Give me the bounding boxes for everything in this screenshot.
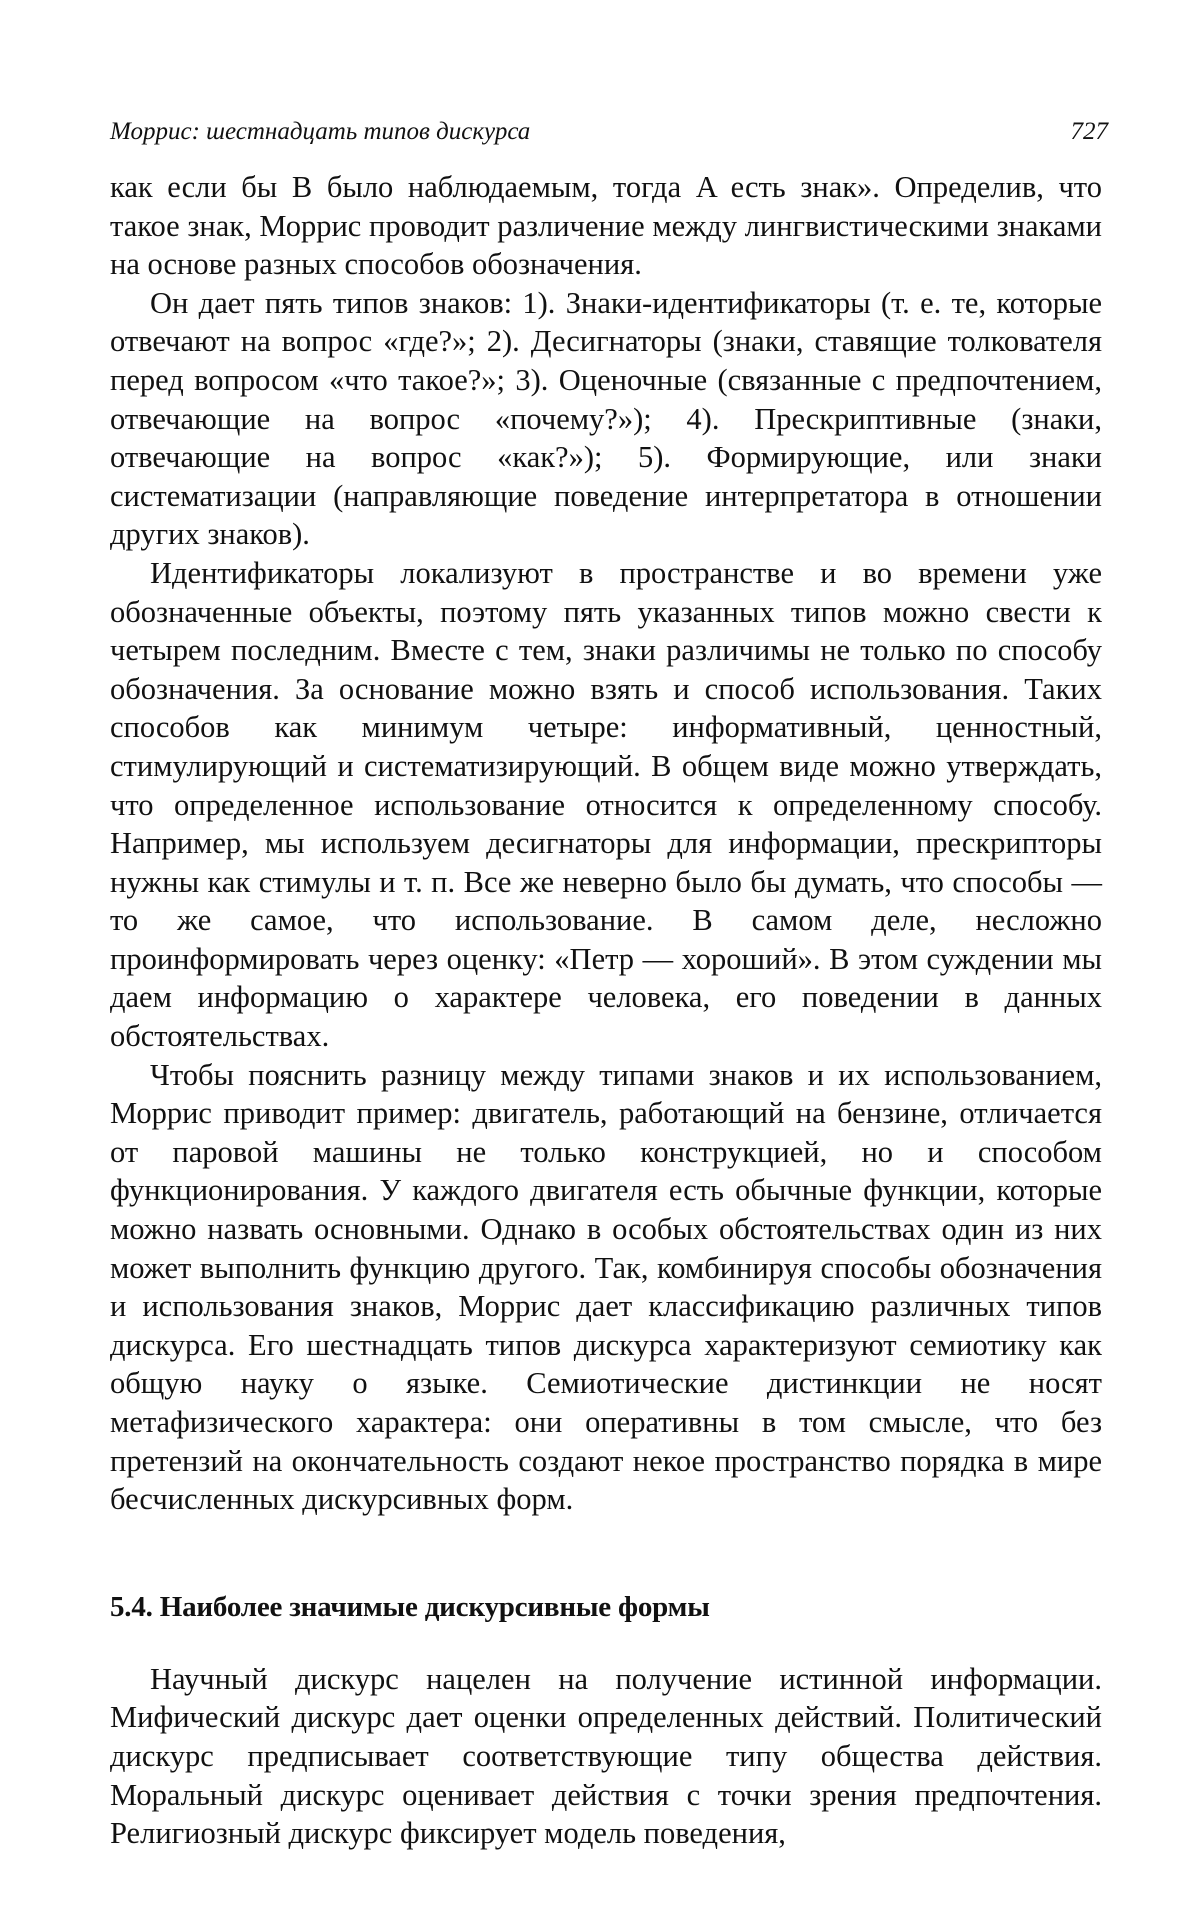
paragraph-engine-example: Чтобы пояснить разницу между типами знаков и их использованием, Моррис приводит пример: двигатель, работающий на бензине, отличается от паровой машины не только конструкцией, но и способом функционирования. У каждого двигателя есть обычные функции, которые можно назвать основными. Однако в особых обстоятельствах один из них может выполнить функцию другого. Так, комбинируя способы обозначения и использования знаков, Моррис дает классификацию различных типов дискурса. Его шестнадцать типов дискурса характеризуют семиотику как общую науку о языке. Семиотические дистинкции не носят метафизического характера: они оперативны в том смысле, что без претензий на окончательность создают некое пространство порядка в мире бесчисленных дискурсивных форм.: [110, 1057, 1102, 1517]
paragraph-discourse-forms: Научный дискурс нацелен на получение истинной информации. Мифический дискурс дает оценки определенных действий. Политический дискурс предписывает соответствующие типу общества действия. Моральный дискурс оценивает действия с точки зрения предпочтения. Религиозный дискурс фиксирует модель поведения,: [110, 1661, 1102, 1851]
book-page: [110, 118, 1108, 1853]
running-header: [110, 118, 1108, 146]
running-title: Моррис: шестнадцать типов дискурса: [110, 118, 531, 145]
section-heading: 5.4. Наиболее значимые дискурсивные формы: [110, 1590, 710, 1623]
page-number: 727: [1070, 118, 1108, 145]
paragraph-continuation: как если бы B было наблюдаемым, тогда A есть знак». Определив, что такое знак, Моррис проводит различение между лингвистическими знаками на основе разных способов обозначения.: [110, 170, 1102, 282]
paragraph-identifiers: Идентификаторы локализуют в пространстве и во времени уже обозначенные объекты, поэтому пять указанных типов можно свести к четырем последним. Вместе с тем, знаки различимы не только по способу обозначения. За основание можно взять и способ использования. Таких способов как минимум четыре: информативный, ценностный, стимулирующий и систематизирующий. В общем виде можно утверждать, что определенное использование относится к определенному способу. Например, мы используем десигнаторы для информации, прескрипторы нужны как стимулы и т. п. Все же неверно было бы думать, что способы — то же самое, что использование. В самом деле, несложно проинформировать через оценку: «Петр — хороший». В этом суждении мы даем информацию о характере человека, его поведении в данных обстоятельствах.: [110, 555, 1102, 1054]
paragraph-sign-types: Он дает пять типов знаков: 1). Знаки-идентификаторы (т. е. те, которые отвечают на вопрос «где?»; 2). Десигнаторы (знаки, ставящие толкователя перед вопросом «что такое?»; 3). Оценочные (связанные с предпочтением, отвечающие на вопрос «почему?»); 4). Прескриптивные (знаки, отвечающие на вопрос «как?»); 5). Формирующие, или знаки систематизации (направляющие поведение интерпретатора в отношении других знаков).: [110, 285, 1102, 552]
body-text: [110, 168, 1102, 1853]
